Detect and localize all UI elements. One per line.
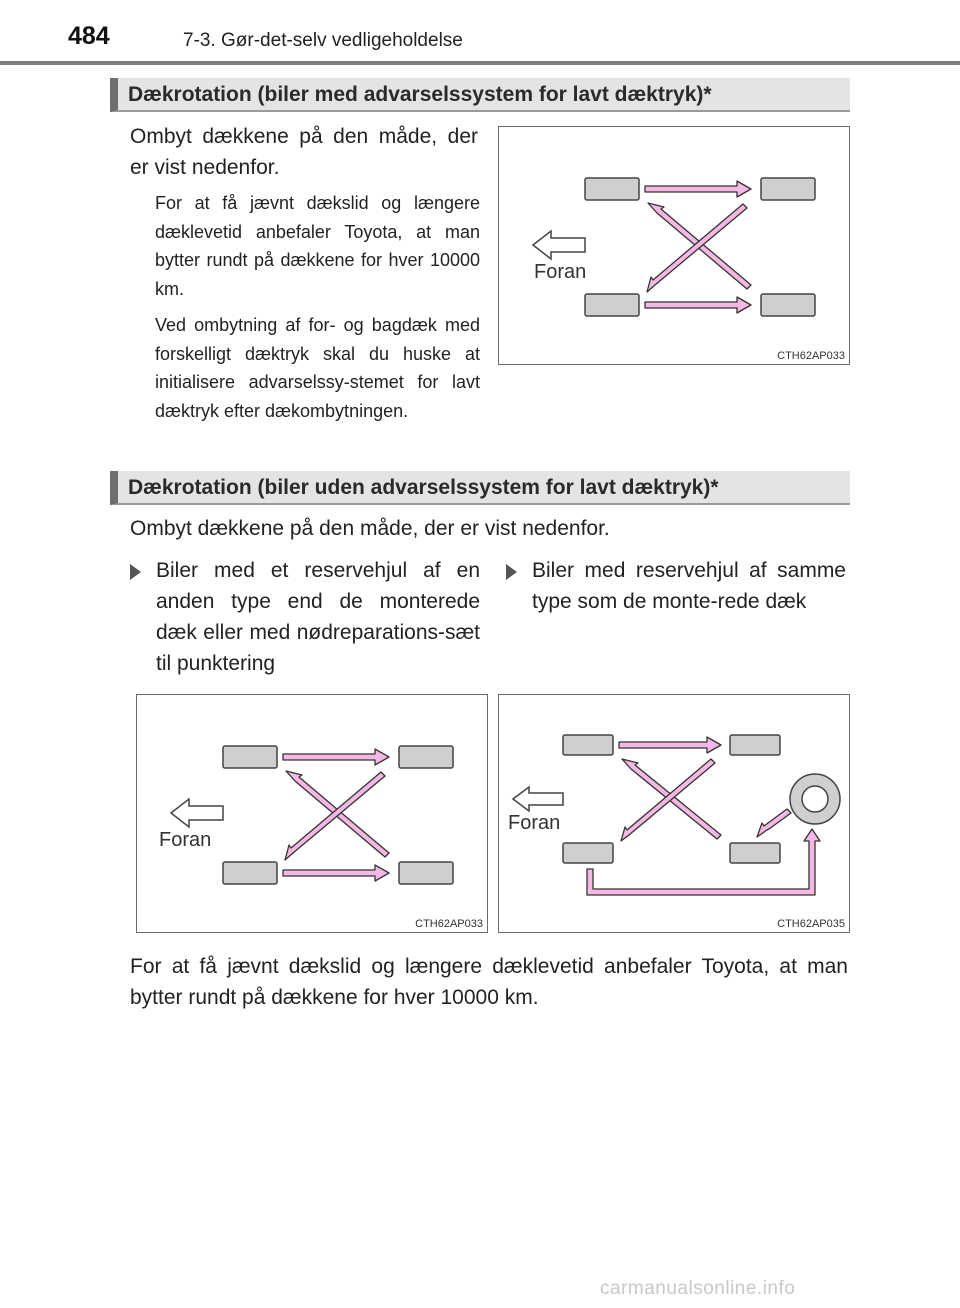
section2-intro: Ombyt dækkene på den måde, der er vist nedenfor. [130,517,610,540]
page-number: 484 [68,22,110,50]
chapter-title: 7-3. Gør-det-selv vedligeholdelse [183,30,463,51]
bullet-text: Biler med reservehjul af samme type som de monte-rede dæk [532,559,846,613]
tire-rear-right [730,843,780,863]
rotation-arrow-bottom [283,865,389,881]
figure-code: CTH62AP033 [415,918,483,930]
section-heading-text: Dækrotation (biler med advarselssystem for lavt dæktryk)* [128,83,712,106]
tire-front-left [563,735,613,755]
spare-tire-icon [790,774,840,824]
rotation-arrow-spare-in [757,809,791,837]
rotation-arrow-top [283,749,389,765]
tire-rotation-figure-4-tire [136,694,488,933]
front-label: Foran [534,261,587,283]
tire-rear-right [761,294,815,316]
figure-code: CTH62AP035 [777,918,845,930]
front-direction-arrow [171,799,223,827]
tire-front-right [223,862,277,884]
tire-rotation-figure-5-tire [498,694,850,933]
bullet-triangle-icon [130,564,141,580]
tire-rotation-figure-tpws [498,126,850,365]
rotation-arrow-top [645,181,751,197]
tire-rear-left [730,735,780,755]
rotation-arrow-top [619,737,721,753]
bullet-text: Biler med et reservehjul af en anden type end de monterede dæk eller med nødreparations-sæt til punktering [156,559,480,675]
section2-footer-note: For at få jævnt dækslid og længere dæklevetid anbefaler Toyota, at man bytter rundt på dækkene for hver 10000 km. [130,955,848,1009]
rotation-diagram [499,127,851,366]
tire-front-right [563,843,613,863]
rotation-diagram [137,695,489,934]
tire-front-left [223,746,277,768]
tire-rear-left [399,746,453,768]
figure-code: CTH62AP033 [777,350,845,362]
tire-front-right [585,294,639,316]
front-direction-arrow [533,231,585,259]
tire-front-left [585,178,639,200]
front-label: Foran [508,812,561,834]
section-heading-without-tpws [110,471,850,505]
bullet-triangle-icon [506,564,517,580]
section1-note-tpws-initialize: Ved ombytning af for- og bagdæk med forskelligt dæktryk skal du huske at initialisere advarselssy-stemet for lavt dæktryk efter dækombytningen. [155,315,480,421]
section1-note-rotation-interval: For at få jævnt dækslid og længere dæklevetid anbefaler Toyota, at man bytter rundt på dækkene for hver 10000 km. [155,193,480,299]
section1-intro: Ombyt dækkene på den måde, der er vist nedenfor. [130,125,478,179]
watermark: carmanualsonline.info [600,1278,796,1299]
tire-rear-right [399,862,453,884]
front-direction-arrow [513,787,563,811]
rotation-arrow-bottom [645,297,751,313]
header-divider [0,61,960,65]
section-heading-with-tpws [110,78,850,112]
section-heading-text: Dækrotation (biler uden advarselssystem for lavt dæktryk)* [128,476,719,499]
tire-rear-left [761,178,815,200]
front-label: Foran [159,829,212,851]
